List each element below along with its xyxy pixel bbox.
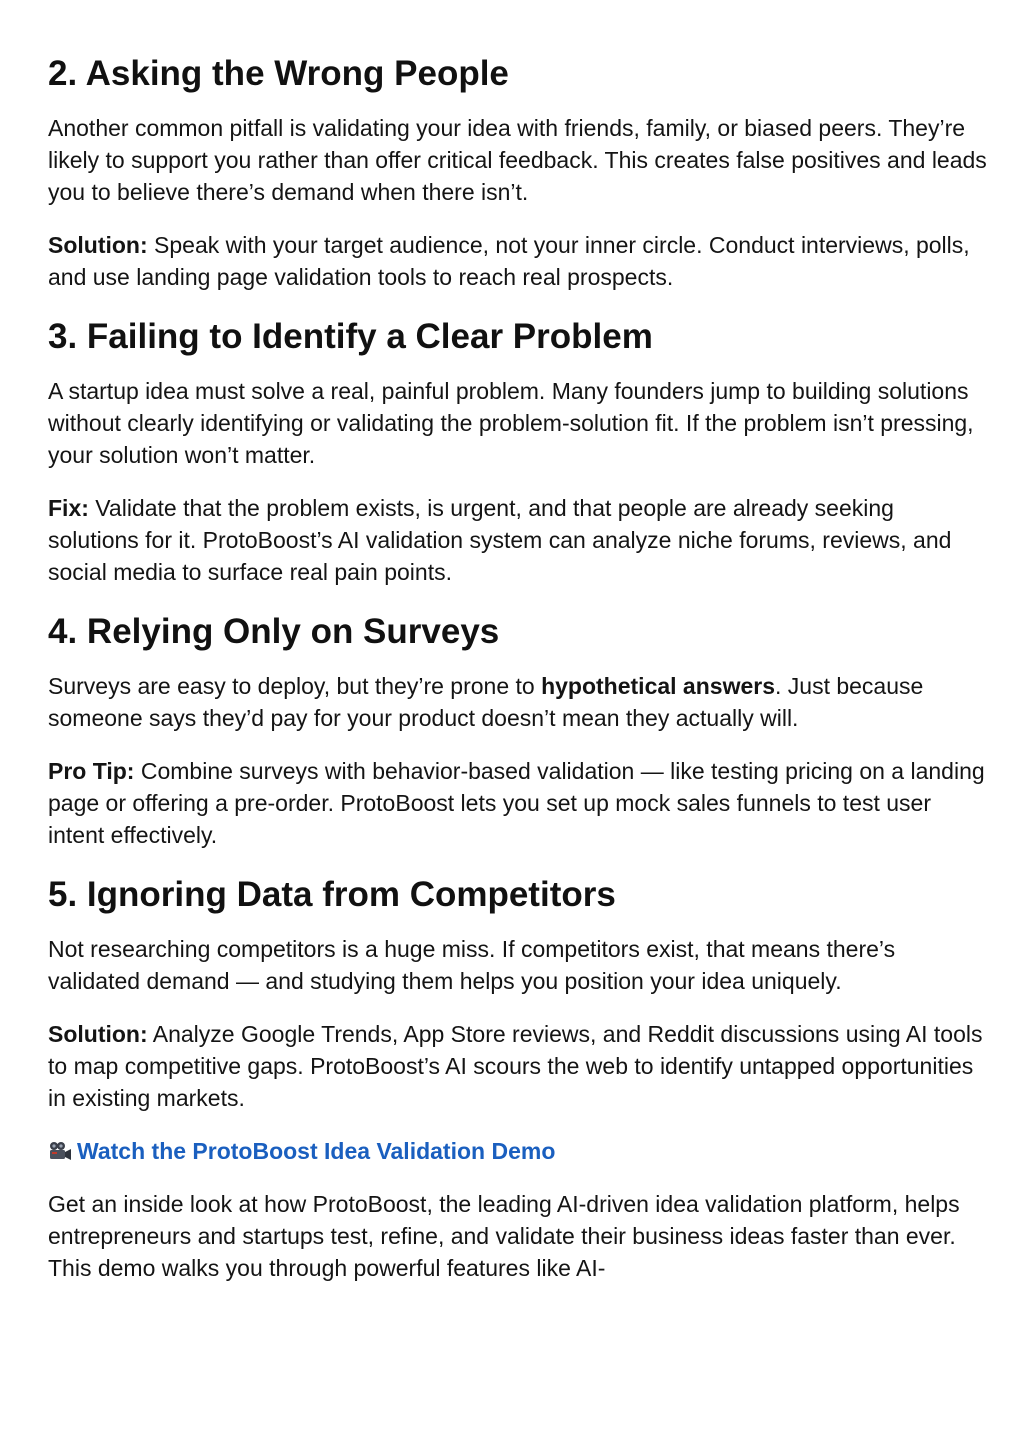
pro-tip-label: Pro Tip: <box>48 758 135 784</box>
section-heading: 2. Asking the Wrong People <box>48 54 509 93</box>
section-heading: 3. Failing to Identify a Clear Problem <box>48 317 653 356</box>
section-heading: 4. Relying Only on Surveys <box>48 612 500 651</box>
fix-paragraph <box>48 492 988 588</box>
section-heading: 5. Ignoring Data from Competitors <box>48 875 616 914</box>
fix-text: Validate that the problem exists, is urgent, and that people are already seeking solutions for it. ProtoBoost’s AI validation system can analyze niche forums, reviews, and social media to surface real pain points. <box>48 495 952 585</box>
solution-label: Solution: <box>48 1021 148 1047</box>
solution-text: Analyze Google Trends, App Store reviews, and Reddit discussions using AI tools to map competitive gaps. ProtoBoost’s AI scours the web to identify untapped opportunities in existing markets. <box>48 1021 983 1111</box>
section-paragraph: A startup idea must solve a real, painful problem. Many founders jump to building solutions without clearly identifying or validating the problem-solution fit. If the problem isn’t pressing, your solution won’t matter. <box>48 378 974 468</box>
demo-link[interactable]: Watch the ProtoBoost Idea Validation Demo <box>77 1138 556 1164</box>
solution-label: Solution: <box>48 232 148 258</box>
section-competitor-data <box>48 873 988 1114</box>
demo-link-line <box>48 1135 988 1167</box>
solution-paragraph <box>48 229 988 293</box>
section-paragraph: Not researching competitors is a huge miss. If competitors exist, that means there’s validated demand — and studying them helps you position your idea uniquely. <box>48 936 896 994</box>
section-paragraph: Another common pitfall is validating your idea with friends, family, or biased peers. They’re likely to support you rather than offer critical feedback. This creates false positives and leads you to believe there’s demand when there isn’t. <box>48 115 987 205</box>
document-page <box>48 0 988 1284</box>
movie-camera-icon <box>48 1141 72 1161</box>
paragraph-emphasis: hypothetical answers <box>541 673 775 699</box>
section-paragraph <box>48 670 988 734</box>
section-clear-problem <box>48 315 988 588</box>
paragraph-text-after: . Just because someone says they’d pay for your product doesn’t mean they actually will. <box>48 673 924 731</box>
solution-text: Speak with your target audience, not your inner circle. Conduct interviews, polls, and use landing page validation tools to reach real prospects. <box>48 232 970 290</box>
section-relying-on-surveys <box>48 610 988 851</box>
fix-label: Fix: <box>48 495 89 521</box>
demo-paragraph: Get an inside look at how ProtoBoost, the leading AI-driven idea validation platform, helps entrepreneurs and startups test, refine, and validate their business ideas faster than ever. This demo walks you through powerful features like AI- <box>48 1191 960 1281</box>
solution-paragraph <box>48 1018 988 1114</box>
section-asking-wrong-people <box>48 52 988 293</box>
pro-tip-paragraph <box>48 755 988 851</box>
pro-tip-text: Combine surveys with behavior-based validation — like testing pricing on a landing page or offering a pre-order. ProtoBoost lets you set up mock sales funnels to test user intent effectively. <box>48 758 985 848</box>
paragraph-text-before: Surveys are easy to deploy, but they’re prone to <box>48 673 542 699</box>
